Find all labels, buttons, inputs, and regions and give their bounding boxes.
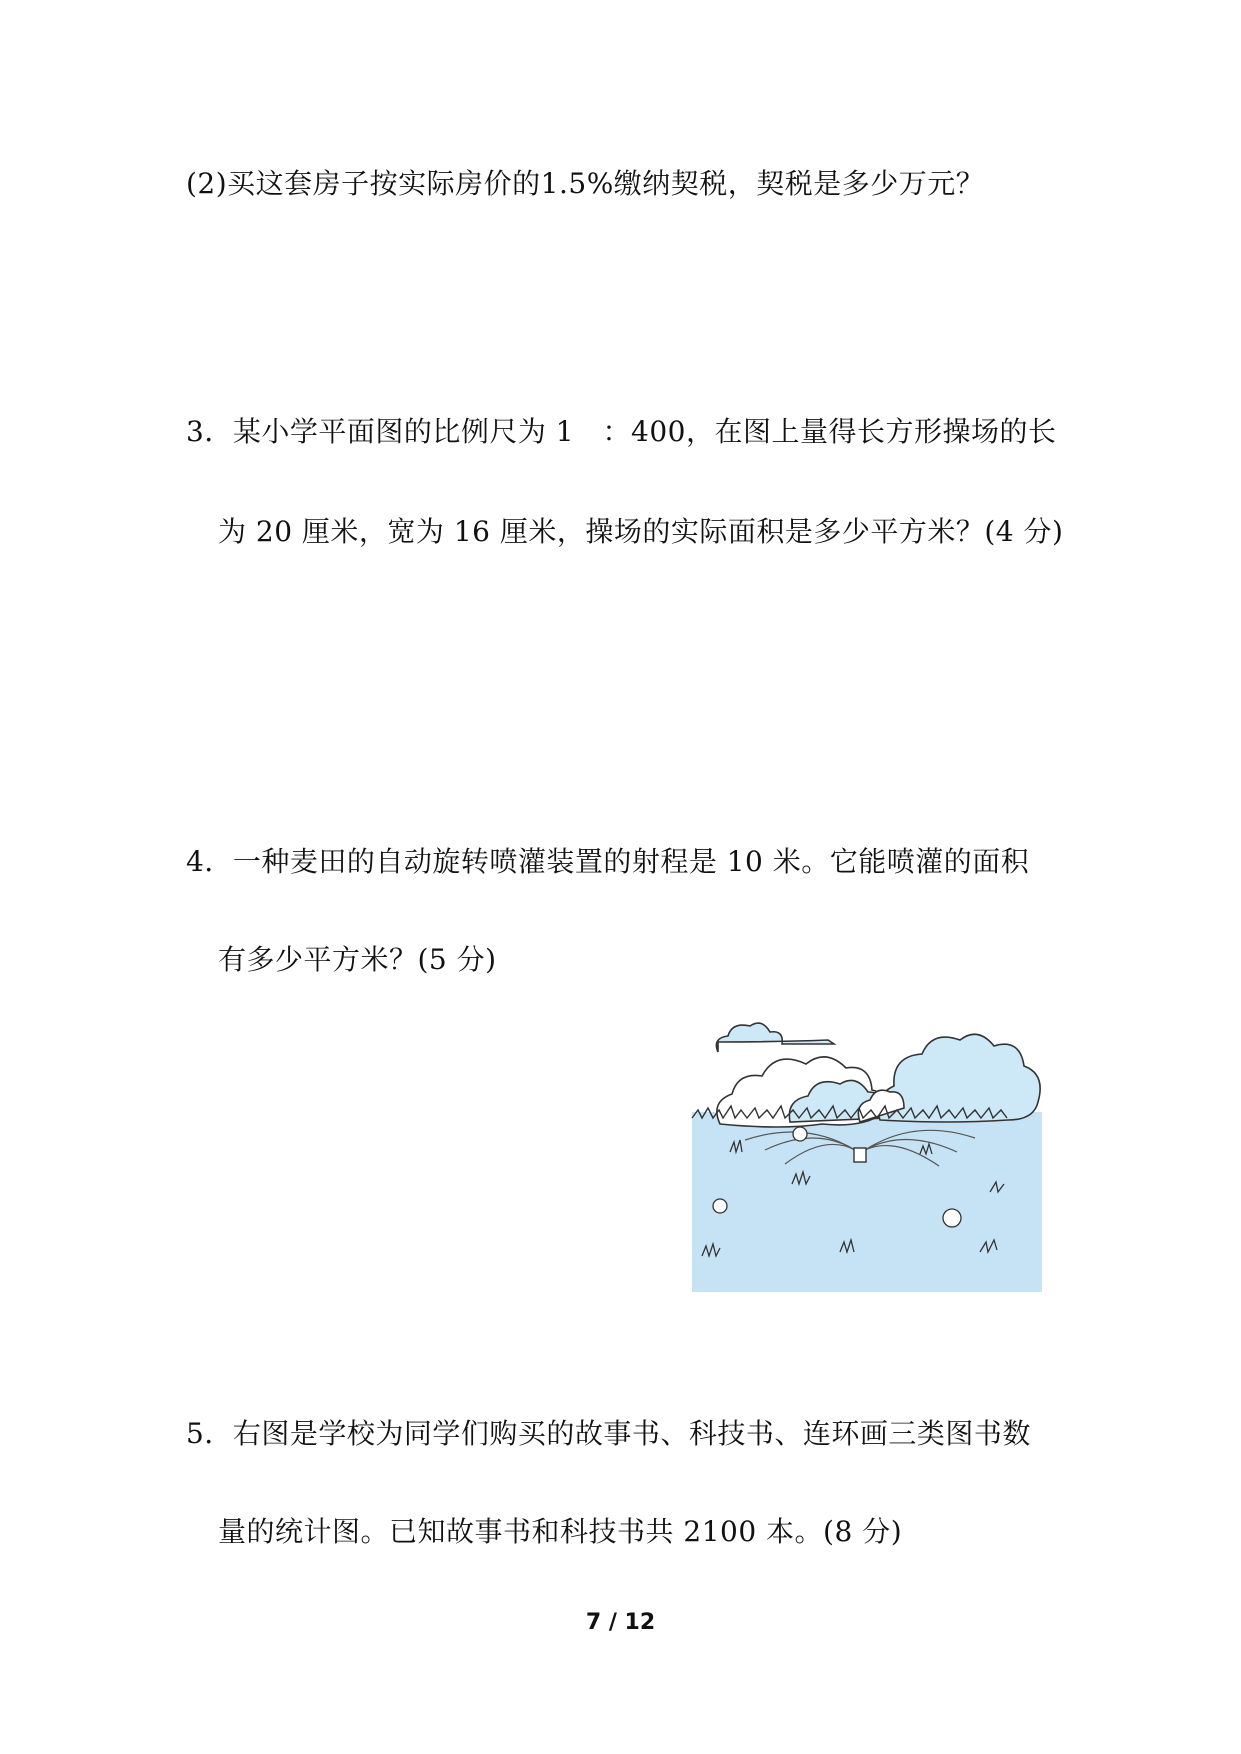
page-number: 7 / 12	[585, 1610, 656, 1635]
cloud-icon	[716, 1023, 834, 1052]
question-4-line-2: 有多少平方米？(5 分)	[218, 943, 497, 976]
question-5-line-1: 5．右图是学校为同学们购买的故事书、科技书、连环画三类图书数	[186, 1417, 1031, 1450]
question-3-line-2: 为 20 厘米，宽为 16 厘米，操场的实际面积是多少平方米？(4 分)	[218, 515, 1064, 548]
sprinkler-head-icon	[854, 1148, 866, 1162]
question-2-part-2: (2)买这套房子按实际房价的1.5%缴纳契税，契税是多少万元？	[186, 167, 985, 200]
field-ground	[692, 1112, 1042, 1292]
question-4-line-1: 4．一种麦田的自动旋转喷灌装置的射程是 10 米。它能喷灌的面积	[186, 845, 1030, 878]
sprinkler-field-illustration	[690, 1012, 1044, 1294]
question-5-line-2: 量的统计图。已知故事书和科技书共 2100 本。(8 分)	[218, 1515, 903, 1548]
question-3-line-1: 3．某小学平面图的比例尺为 1 ：400，在图上量得长方形操场的长	[186, 415, 1057, 448]
sprinkler-field-icon	[690, 1012, 1044, 1294]
